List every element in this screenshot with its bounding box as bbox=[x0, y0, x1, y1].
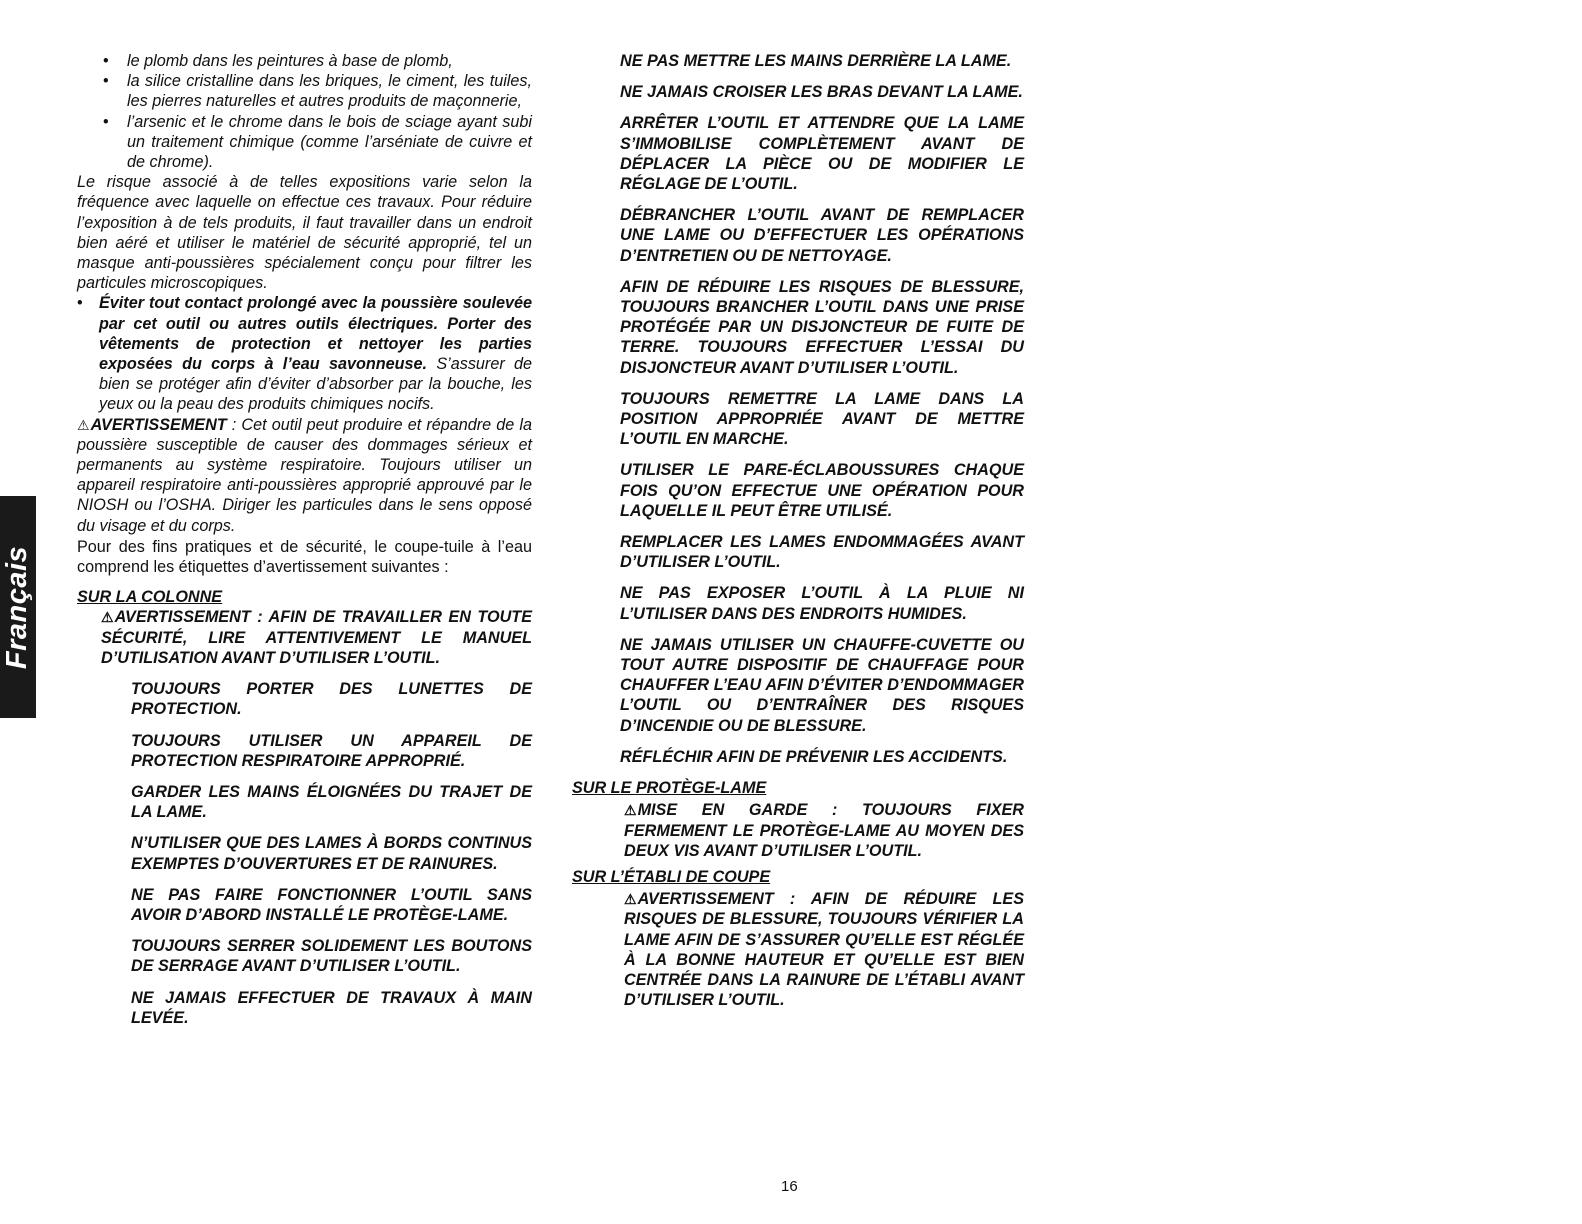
instruction: TOUJOURS REMETTRE LA LAME DANS LA POSITION APPROPRIÉE AVANT DE METTRE L’OUTIL EN MARCHE. bbox=[620, 389, 1024, 449]
instruction: AFIN DE RÉDUIRE LES RISQUES DE BLESSURE, TOUJOURS BRANCHER L’OUTIL DANS UNE PRISE PROTÉGÉE PAR UN DISJONCTEUR DE FUITE DE TERRE. TOUJOURS EFFECTUER L’ESSAI DU DISJONCTEUR AVANT D’UTILISER L’OUTIL. bbox=[620, 277, 1024, 377]
warning-triangle-icon: ⚠ bbox=[101, 609, 114, 626]
dust-warning-bold: Éviter tout contact prolongé avec la poussière soulevée par cet outil ou autres outils électriques. Porter des vêtements de protection et nettoyer les parties exposées du corps à l’eau savonneuse. bbox=[99, 294, 532, 374]
guard-caution bbox=[572, 800, 1024, 861]
page-number: 16 bbox=[781, 1178, 798, 1195]
table-warning-text: AVERTISSEMENT : AFIN DE RÉDUIRE LES RISQUES DE BLESSURE, TOUJOURS VÉRIFIER LA LAME AFIN DE S’ASSURER QU’ELLE EST RÉGLÉE À LA BONNE HAUTEUR ET QU’ELLE EST BIEN CENTRÉE DANS LA RAINURE DE L’ÉTABLI AVANT D’UTILISER L’OUTIL. bbox=[624, 890, 1024, 1010]
warning-text: : Cet outil peut produire et répandre de la poussière susceptible de causer des dommages sérieux et permanents au système respiratoire. Toujours utiliser un appareil respiratoire anti-poussières approprié approuvé par le NIOSH ou l’OSHA. Diriger les particules dans le sens opposé du visage et du corps. bbox=[77, 415, 532, 535]
instruction: NE JAMAIS EFFECTUER DE TRAVAUX À MAIN LEVÉE. bbox=[131, 988, 532, 1027]
labels-intro: Pour des fins pratiques et de sécurité, le coupe-tuile à l’eau comprend les étiquettes d’avertissement suivantes : bbox=[77, 537, 532, 577]
instruction: NE PAS EXPOSER L’OUTIL À LA PLUIE NI L’UTILISER DANS DES ENDROITS HUMIDES. bbox=[620, 584, 1024, 623]
column-warning bbox=[77, 607, 532, 668]
language-tab bbox=[0, 496, 36, 718]
instruction: UTILISER LE PARE-ÉCLABOUSSURES CHAQUE FOIS QU’ON EFFECTUE UNE OPÉRATION POUR LAQUELLE IL PEUT ÊTRE UTILISÉ. bbox=[620, 461, 1024, 520]
instruction: NE PAS METTRE LES MAINS DERRIÈRE LA LAME. bbox=[620, 52, 1012, 70]
instruction: NE JAMAIS CROISER LES BRAS DEVANT LA LAME. bbox=[620, 83, 1023, 102]
warning-triangle-icon: ⚠ bbox=[77, 416, 90, 433]
instruction: GARDER LES MAINS ÉLOIGNÉES DU TRAJET DE LA LAME. bbox=[131, 782, 532, 822]
respiratory-warning bbox=[77, 415, 532, 536]
instruction: RÉFLÉCHIR AFIN DE PRÉVENIR LES ACCIDENTS. bbox=[620, 747, 1008, 766]
instruction: TOUJOURS SERRER SOLIDEMENT LES BOUTONS DE SERRAGE AVANT D’UTILISER L’OUTIL. bbox=[131, 937, 532, 976]
instruction: N’UTILISER QUE DES LAMES À BORDS CONTINUS EXEMPTES D’OUVERTURES ET DE RAINURES. bbox=[131, 834, 532, 873]
hazard-list bbox=[77, 51, 532, 172]
section-heading-guard: SUR LE PROTÈGE-LAME bbox=[572, 779, 767, 798]
language-tab-label: Français bbox=[1, 545, 34, 669]
instruction: REMPLACER LES LAMES ENDOMMAGÉES AVANT D’UTILISER L’OUTIL. bbox=[620, 533, 1024, 572]
list-item: • la silice cristalline dans les briques, le ciment, les tuiles, les pierres naturelles et autres produits de maçonnerie, bbox=[77, 71, 532, 111]
column-warning-text: AVERTISSEMENT : AFIN DE TRAVAILLER EN TOUTE SÉCURITÉ, LIRE ATTENTIVEMENT LE MANUEL D’UTILISATION AVANT D’UTILISER L’OUTIL. bbox=[101, 608, 532, 667]
section-heading-table: SUR L’ÉTABLI DE COUPE bbox=[572, 867, 771, 886]
instruction: TOUJOURS PORTER DES LUNETTES DE PROTECTION. bbox=[131, 680, 532, 719]
right-column bbox=[572, 51, 1024, 1010]
section-heading-column: SUR LA COLONNE bbox=[77, 588, 223, 607]
risk-paragraph: Le risque associé à de telles expositions varie selon la fréquence avec laquelle on effectue ces travaux. Pour réduire l’exposition à de tels produits, il faut travailler dans un endroit bien aéré et utiliser le matériel de sécurité approprié, tel un masque anti-poussières spécialement conçu pour filtrer les particules microscopiques. bbox=[77, 173, 532, 293]
warning-triangle-icon: ⚠ bbox=[624, 802, 637, 819]
warning-triangle-icon: ⚠ bbox=[624, 891, 637, 908]
table-warning bbox=[572, 889, 1024, 1010]
dust-warning-text: S’assurer de bien se protéger afin d’éviter d’absorber par la bouche, les yeux ou la peau des produits chimiques nocifs. bbox=[99, 355, 533, 414]
warning-label: AVERTISSEMENT bbox=[90, 415, 227, 434]
list-item: • l’arsenic et le chrome dans le bois de sciage ayant subi un traitement chimique (comme l’arséniate de cuivre et de chrome). bbox=[77, 112, 532, 173]
instruction: NE PAS FAIRE FONCTIONNER L’OUTIL SANS AVOIR D’ABORD INSTALLÉ LE PROTÈGE-LAME. bbox=[131, 885, 532, 924]
guard-caution-text: MISE EN GARDE : TOUJOURS FIXER FERMEMENT LE PROTÈGE-LAME AU MOYEN DES DEUX VIS AVANT D’UTILISER L’OUTIL. bbox=[624, 801, 1024, 860]
dust-warning bbox=[77, 293, 532, 414]
instruction: NE JAMAIS UTILISER UN CHAUFFE-CUVETTE OU TOUT AUTRE DISPOSITIF DE CHAUFFAGE POUR CHAUFFER L’EAU AFIN D’ÉVITER D’ENDOMMAGER L’OUTIL OU D’ENTRAÎNER DES RISQUES D’INCENDIE OU DE BLESSURE. bbox=[620, 635, 1024, 735]
instruction: TOUJOURS UTILISER UN APPAREIL DE PROTECTION RESPIRATOIRE APPROPRIÉ. bbox=[131, 731, 532, 770]
left-column bbox=[77, 51, 532, 1028]
list-item: • le plomb dans les peintures à base de plomb, bbox=[77, 51, 532, 71]
instruction: ARRÊTER L’OUTIL ET ATTENDRE QUE LA LAME S’IMMOBILISE COMPLÈTEMENT AVANT DE DÉPLACER LA PIÈCE OU DE MODIFIER LE RÉGLAGE DE L’OUTIL. bbox=[620, 114, 1024, 194]
instruction: DÉBRANCHER L’OUTIL AVANT DE REMPLACER UNE LAME OU D’EFFECTUER LES OPÉRATIONS D’ENTRETIEN OU DE NETTOYAGE. bbox=[620, 206, 1024, 265]
